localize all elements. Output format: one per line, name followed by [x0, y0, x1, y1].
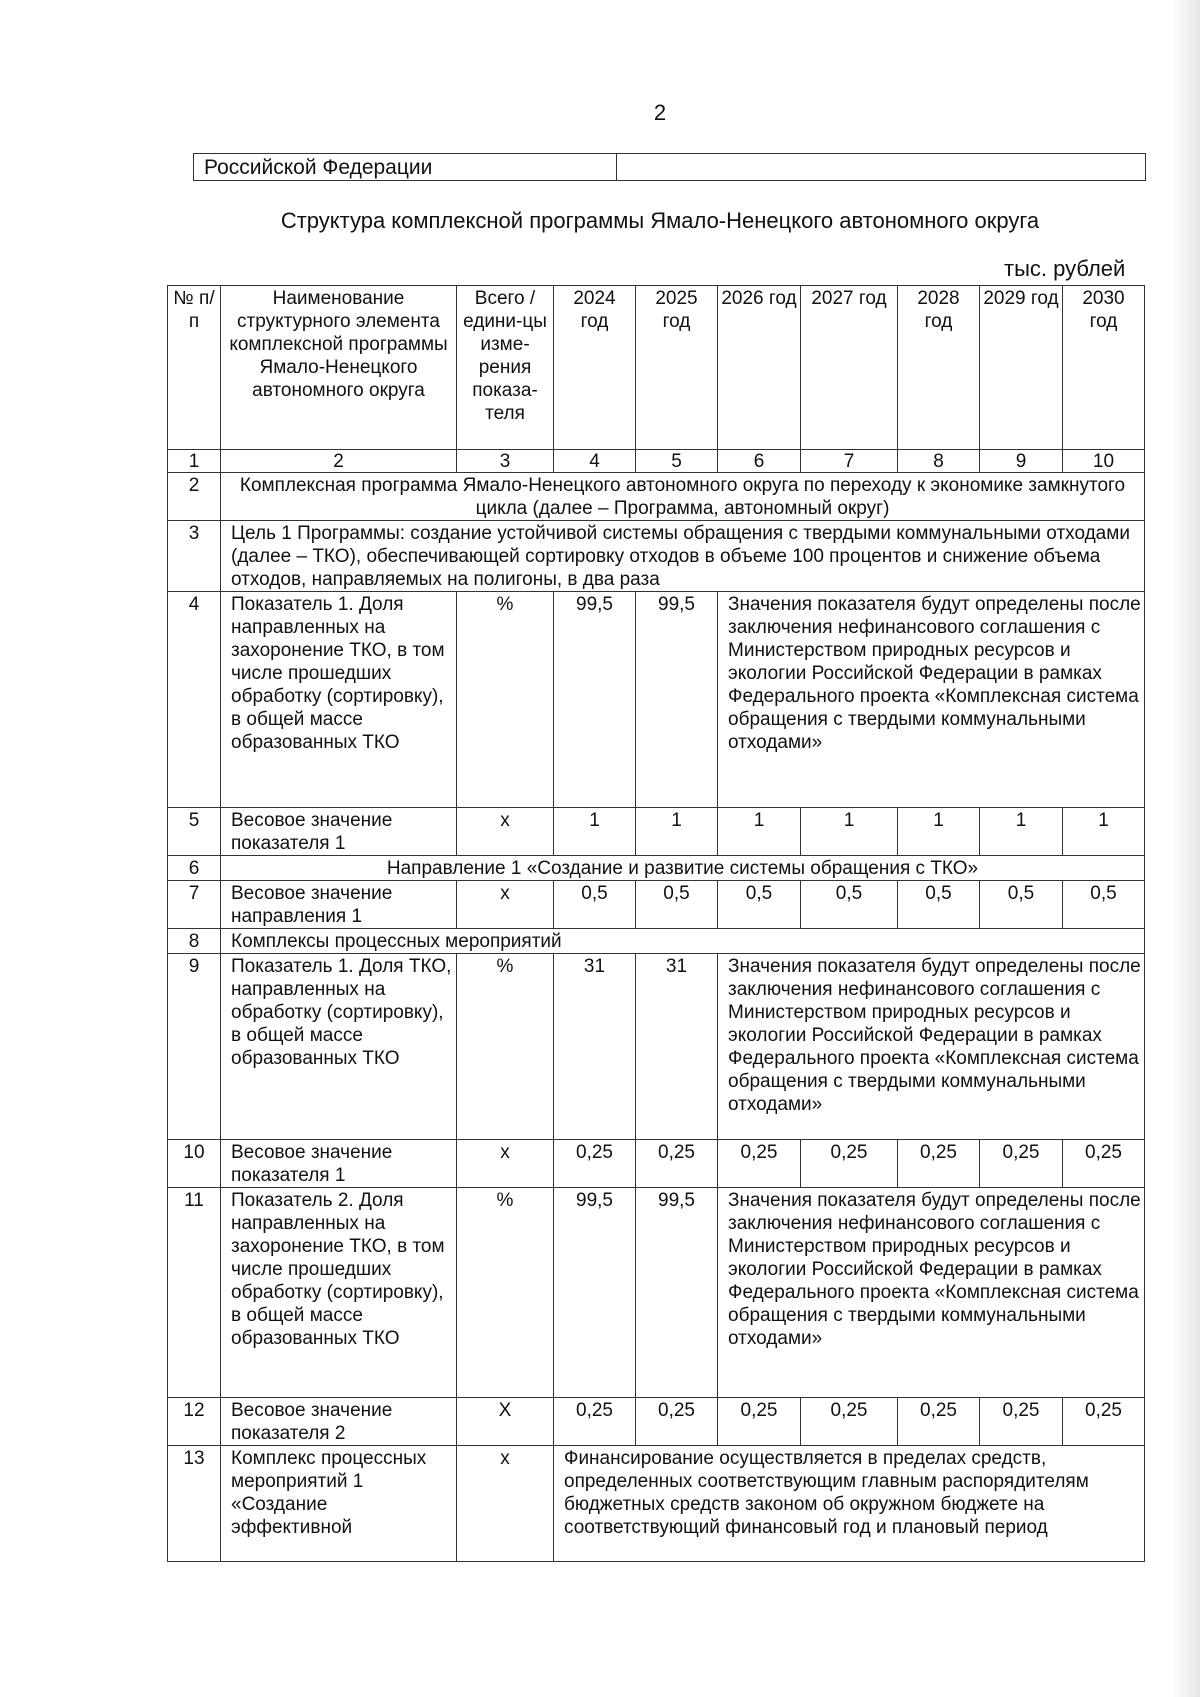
- value-2025: 99,5: [636, 592, 718, 808]
- row-number: 9: [168, 954, 221, 1140]
- value-2024: 31: [554, 954, 636, 1140]
- weight-value: 0,25: [554, 1398, 636, 1446]
- header-name: Наименование структурного элемента комплексной программы Ямало-Ненецкого автономного округа: [221, 286, 457, 450]
- table-row: [168, 1188, 1145, 1398]
- indicator-note: Значения показателя будут определены после заключения нефинансового соглашения с Министерством природных ресурсов и экологии Российской Федерации в рамках Федерального проекта «Комплексная система обращения с твердыми коммунальными отходами»: [718, 1188, 1145, 1398]
- table-row: [168, 808, 1145, 856]
- row-number: 4: [168, 592, 221, 808]
- table-row: [168, 881, 1145, 929]
- weight-name: Весовое значение направления 1: [221, 881, 457, 929]
- units-label: тыс. рублей: [1004, 256, 1126, 281]
- row-number: 5: [168, 808, 221, 856]
- weight-unit: х: [457, 881, 554, 929]
- header-year-2027: 2027 год: [801, 286, 898, 450]
- weight-value: 0,5: [801, 881, 898, 929]
- header-year-2029: 2029 год: [980, 286, 1063, 450]
- table-row: [168, 1398, 1145, 1446]
- weight-value: 1: [718, 808, 801, 856]
- section-cell: Комплексы процессных мероприятий: [221, 929, 1145, 954]
- row-number: 13: [168, 1446, 221, 1562]
- value-2024: 99,5: [554, 592, 636, 808]
- column-number: 2: [221, 450, 457, 473]
- row-number: 6: [168, 856, 221, 881]
- weight-value: 0,25: [980, 1398, 1063, 1446]
- financing-note: Финансирование осуществляется в пределах средств, определенных соответствующим главным распорядителям бюджетных средств законом об окружном бюджете на соответствующий финансовый год и плановый период: [554, 1446, 1145, 1562]
- header-year-2028: 2028 год: [898, 286, 980, 450]
- header-year-2025: 2025 год: [636, 286, 718, 450]
- weight-value: 1: [1063, 808, 1145, 856]
- table-row: [168, 929, 1145, 954]
- row-number: 11: [168, 1188, 221, 1398]
- page-edge-shadow: [1172, 0, 1200, 1697]
- header-row: [168, 286, 1145, 450]
- row-number: 8: [168, 929, 221, 954]
- table-row: [168, 954, 1145, 1140]
- weight-value: 0,5: [554, 881, 636, 929]
- weight-value: 0,25: [1063, 1140, 1145, 1188]
- weight-value: 0,5: [898, 881, 980, 929]
- weight-name: Весовое значение показателя 2: [221, 1398, 457, 1446]
- value-2025: 99,5: [636, 1188, 718, 1398]
- weight-value: 0,25: [636, 1398, 718, 1446]
- weight-value: 0,5: [718, 881, 801, 929]
- column-number: 10: [1063, 450, 1145, 473]
- weight-value: 1: [554, 808, 636, 856]
- weight-value: 0,5: [1063, 881, 1145, 929]
- weight-value: 0,25: [980, 1140, 1063, 1188]
- value-2025: 31: [636, 954, 718, 1140]
- weight-value: 0,25: [898, 1140, 980, 1188]
- activity-complex-unit: х: [457, 1446, 554, 1562]
- row-number: 2: [168, 473, 221, 521]
- row-number: 12: [168, 1398, 221, 1446]
- weight-value: 0,25: [718, 1398, 801, 1446]
- weight-value: 1: [898, 808, 980, 856]
- column-number: 9: [980, 450, 1063, 473]
- indicator-note: Значения показателя будут определены после заключения нефинансового соглашения с Министерством природных ресурсов и экологии Российской Федерации в рамках Федерального проекта «Комплексная система обращения с твердыми коммунальными отходами»: [718, 592, 1145, 808]
- header-total: Всего / едини-цы изме-рения показа-теля: [457, 286, 554, 450]
- weight-value: 0,25: [554, 1140, 636, 1188]
- indicator-unit: %: [457, 1188, 554, 1398]
- weight-value: 1: [636, 808, 718, 856]
- header-num: № п/п: [168, 286, 221, 450]
- column-numbers-row: [168, 450, 1145, 473]
- document-title: Структура комплексной программы Ямало-Ненецкого автономного округа: [280, 208, 1040, 233]
- weight-value: 0,25: [636, 1140, 718, 1188]
- weight-value: 0,5: [636, 881, 718, 929]
- indicator-unit: %: [457, 954, 554, 1140]
- column-number: 4: [554, 450, 636, 473]
- row-number: 7: [168, 881, 221, 929]
- activity-complex-name: Комплекс процессных мероприятий 1 «Создание эффективной: [221, 1446, 457, 1562]
- row-number: 3: [168, 521, 221, 592]
- column-number: 8: [898, 450, 980, 473]
- weight-name: Весовое значение показателя 1: [221, 1140, 457, 1188]
- column-number: 5: [636, 450, 718, 473]
- weight-value: 0,25: [1063, 1398, 1145, 1446]
- weight-value: 1: [980, 808, 1063, 856]
- weight-value: 0,5: [980, 881, 1063, 929]
- header-year-2030: 2030 год: [1063, 286, 1145, 450]
- header-year-2024: 2024 год: [554, 286, 636, 450]
- table-row: [168, 473, 1145, 521]
- continuation-cell-right: [617, 154, 1146, 181]
- weight-value: 0,25: [801, 1140, 898, 1188]
- continuation-cell-left: Российской Федерации: [194, 154, 617, 181]
- weight-unit: х: [457, 1140, 554, 1188]
- column-number: 6: [718, 450, 801, 473]
- goal-cell: Цель 1 Программы: создание устойчивой системы обращения с твердыми коммунальными отходами (далее – ТКО), обеспечивающей сортировку отходов в объеме 100 процентов и снижение объема отходов, направляемых на полигоны, в два раза: [221, 521, 1145, 592]
- row-number: 10: [168, 1140, 221, 1188]
- weight-value: 0,25: [718, 1140, 801, 1188]
- weight-value: 0,25: [898, 1398, 980, 1446]
- column-number: 7: [801, 450, 898, 473]
- program-title-cell: Комплексная программа Ямало-Ненецкого автономного округа по переходу к экономике замкнутого цикла (далее – Программа, автономный округ): [221, 473, 1145, 521]
- weight-unit: х: [457, 808, 554, 856]
- header-year-2026: 2026 год: [718, 286, 801, 450]
- program-structure-table: [167, 285, 1145, 1562]
- table-row: [168, 1446, 1145, 1562]
- table-row: [168, 592, 1145, 808]
- table-row: [168, 521, 1145, 592]
- column-number: 3: [457, 450, 554, 473]
- indicator-name: Показатель 1. Доля ТКО, направленных на обработку (сортировку), в общей массе образованных ТКО: [221, 954, 457, 1140]
- weight-value: 1: [801, 808, 898, 856]
- indicator-note: Значения показателя будут определены после заключения нефинансового соглашения с Министерством природных ресурсов и экологии Российской Федерации в рамках Федерального проекта «Комплексная система обращения с твердыми коммунальными отходами»: [718, 954, 1145, 1140]
- continuation-table: [193, 153, 1146, 181]
- indicator-unit: %: [457, 592, 554, 808]
- indicator-name: Показатель 1. Доля направленных на захоронение ТКО, в том числе прошедших обработку (сортировку), в общей массе образованных ТКО: [221, 592, 457, 808]
- table-row: [168, 1140, 1145, 1188]
- weight-name: Весовое значение показателя 1: [221, 808, 457, 856]
- page-number: 2: [653, 100, 667, 125]
- direction-cell: Направление 1 «Создание и развитие системы обращения с ТКО»: [221, 856, 1145, 881]
- table-row: [168, 856, 1145, 881]
- column-number: 1: [168, 450, 221, 473]
- indicator-name: Показатель 2. Доля направленных на захоронение ТКО, в том числе прошедших обработку (сортировку), в общей массе образованных ТКО: [221, 1188, 457, 1398]
- weight-value: 0,25: [801, 1398, 898, 1446]
- value-2024: 99,5: [554, 1188, 636, 1398]
- weight-unit: Х: [457, 1398, 554, 1446]
